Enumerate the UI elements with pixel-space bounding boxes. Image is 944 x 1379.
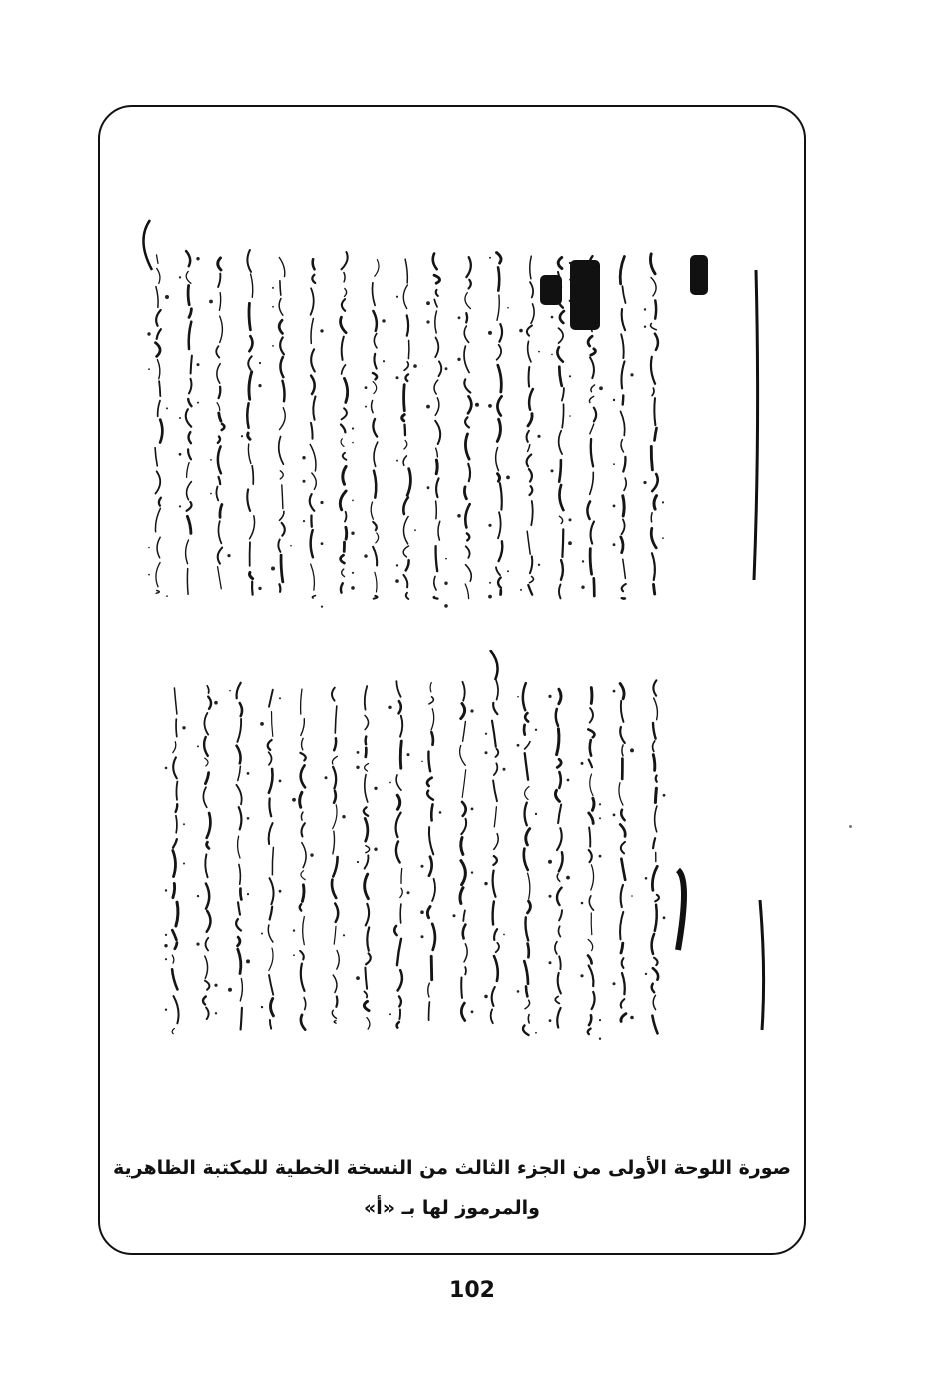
script-line: [340, 252, 355, 593]
page-number: 102: [449, 1278, 495, 1303]
manuscript-leaf-top: [130, 200, 776, 620]
script-line: [241, 250, 262, 595]
flourish: [143, 220, 152, 270]
heading-stroke: [678, 870, 684, 950]
script-line: [395, 259, 417, 599]
ink-blot: [570, 260, 600, 330]
script-line: [302, 259, 323, 608]
script-line: [179, 251, 200, 594]
script-line: [388, 681, 409, 1027]
script-line: [292, 689, 314, 1030]
caption-line-1: صورة اللوحة الأولى من الجزء الثالث من النسخة الخطية للمكتبة الظاهرية: [112, 1157, 792, 1179]
margin-rule: [754, 270, 758, 580]
script-line: [325, 688, 346, 1024]
script-line: [580, 688, 601, 1040]
scan-speck: [849, 825, 852, 828]
figure-caption: [110, 1148, 794, 1228]
script-line: [613, 684, 635, 1022]
margin-rule: [760, 900, 764, 1030]
caption-line-2: والمرموز لها بـ «أ»: [364, 1197, 540, 1219]
script-line: [364, 260, 385, 599]
script-line: [164, 688, 185, 1034]
script-line: [613, 257, 634, 599]
script-line: [356, 686, 378, 1029]
script-line: [426, 254, 448, 608]
ink-blot: [540, 275, 562, 305]
script-line: [453, 682, 474, 1021]
script-line: [196, 686, 217, 1019]
script-line: [484, 680, 505, 1023]
script-line: [488, 253, 510, 599]
script-line: [420, 683, 441, 1021]
ink-blot: [690, 255, 708, 295]
script-line: [551, 258, 572, 599]
script-line: [260, 690, 281, 1029]
script-line: [457, 257, 479, 598]
script-line: [228, 683, 250, 1030]
manuscript-leaf-bottom: [130, 650, 776, 1055]
script-line: [147, 255, 169, 597]
script-line: [209, 258, 231, 589]
script-line: [517, 683, 538, 1035]
flourish: [490, 650, 498, 680]
script-line: [548, 689, 570, 1027]
script-line: [271, 258, 292, 592]
script-line: [519, 256, 540, 595]
script-line: [643, 254, 664, 594]
script-line: [645, 680, 666, 1033]
